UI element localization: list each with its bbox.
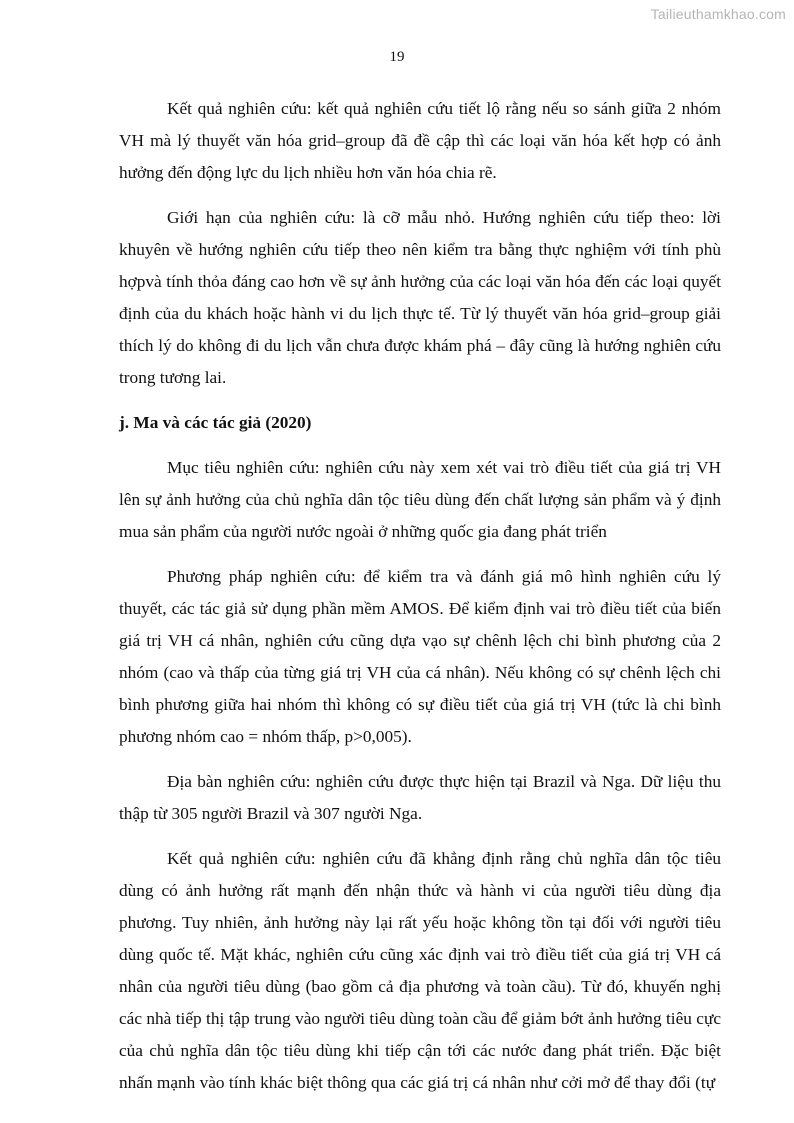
paragraph-results: Kết quả nghiên cứu: kết quả nghiên cứu tiết lộ rằng nếu so sánh giữa 2 nhóm VH mà lý thuyết văn hóa grid–group đã đề cập thì các loại văn hóa kết hợp có ảnh hưởng đến động lực du lịch nhiều hơn văn hóa chia rẽ. xyxy=(119,99,721,182)
section-heading: j. Ma và các tác giả (2020) xyxy=(119,413,312,432)
paragraph-findings: Kết quả nghiên cứu: nghiên cứu đã khẳng định rằng chủ nghĩa dân tộc tiêu dùng có ảnh hưởng rất mạnh đến nhận thức và hành vi của người tiêu dùng địa phương. Tuy nhiên, ảnh hưởng này lại rất yếu hoặc không tồn tại đối với người tiêu dùng quốc tế. Mặt khác, nghiên cứu cũng xác định vai trò điều tiết của giá trị VH cá nhân của người tiêu dùng (bao gồm cả địa phương và toàn cầu). Từ đó, khuyến nghị các nhà tiếp thị tập trung vào người tiêu dùng toàn cầu để giảm bớt ảnh hưởng tiêu cực của chủ nghĩa dân tộc tiêu dùng khi tiếp cận tới các nước đang phát triển. Đặc biệt nhấn mạnh vào tính khác biệt thông qua các giá trị cá nhân như cởi mở để thay đổi (tự xyxy=(119,849,721,1092)
paragraph-limitations: Giới hạn của nghiên cứu: là cỡ mẫu nhỏ. Hướng nghiên cứu tiếp theo: lời khuyên về hướng nghiên cứu tiếp theo nên kiểm tra bằng thực nghiệm với tính phù hợpvà tính thỏa đáng cao hơn về sự ảnh hưởng của các loại văn hóa đến các loại quyết định của du khách hoặc hành vi du lịch thực tế. Từ lý thuyết văn hóa grid–group giải thích lý do không đi du lịch vẫn chưa được khám phá – đây cũng là hướng nghiên cứu trong tương lai. xyxy=(119,208,721,387)
document-body xyxy=(119,93,721,1112)
watermark: Tailieuthamkhao.com xyxy=(650,6,786,22)
page-number: 19 xyxy=(389,49,405,65)
paragraph-objective: Mục tiêu nghiên cứu: nghiên cứu này xem xét vai trò điều tiết của giá trị VH lên sự ảnh hưởng của chủ nghĩa dân tộc tiêu dùng đến chất lượng sản phẩm và ý định mua sản phẩm của người nước ngoài ở những quốc gia đang phát triển xyxy=(119,458,721,541)
paragraph-method: Phương pháp nghiên cứu: để kiểm tra và đánh giá mô hình nghiên cứu lý thuyết, các tác giả sử dụng phần mềm AMOS. Để kiểm định vai trò điều tiết của biến giá trị VH cá nhân, nghiên cứu cũng dựa vạo sự chênh lệch chi bình phương của 2 nhóm (cao và thấp của từng giá trị VH của cá nhân). Nếu không có sự chênh lệch chi bình phương giữa hai nhóm thì không có sự điều tiết của giá trị VH (tức là chi bình phương nhóm cao = nhóm thấp, p>0,005). xyxy=(119,567,721,746)
paragraph-location: Địa bàn nghiên cứu: nghiên cứu được thực hiện tại Brazil và Nga. Dữ liệu thu thập từ 305 người Brazil và 307 người Nga. xyxy=(119,772,721,823)
